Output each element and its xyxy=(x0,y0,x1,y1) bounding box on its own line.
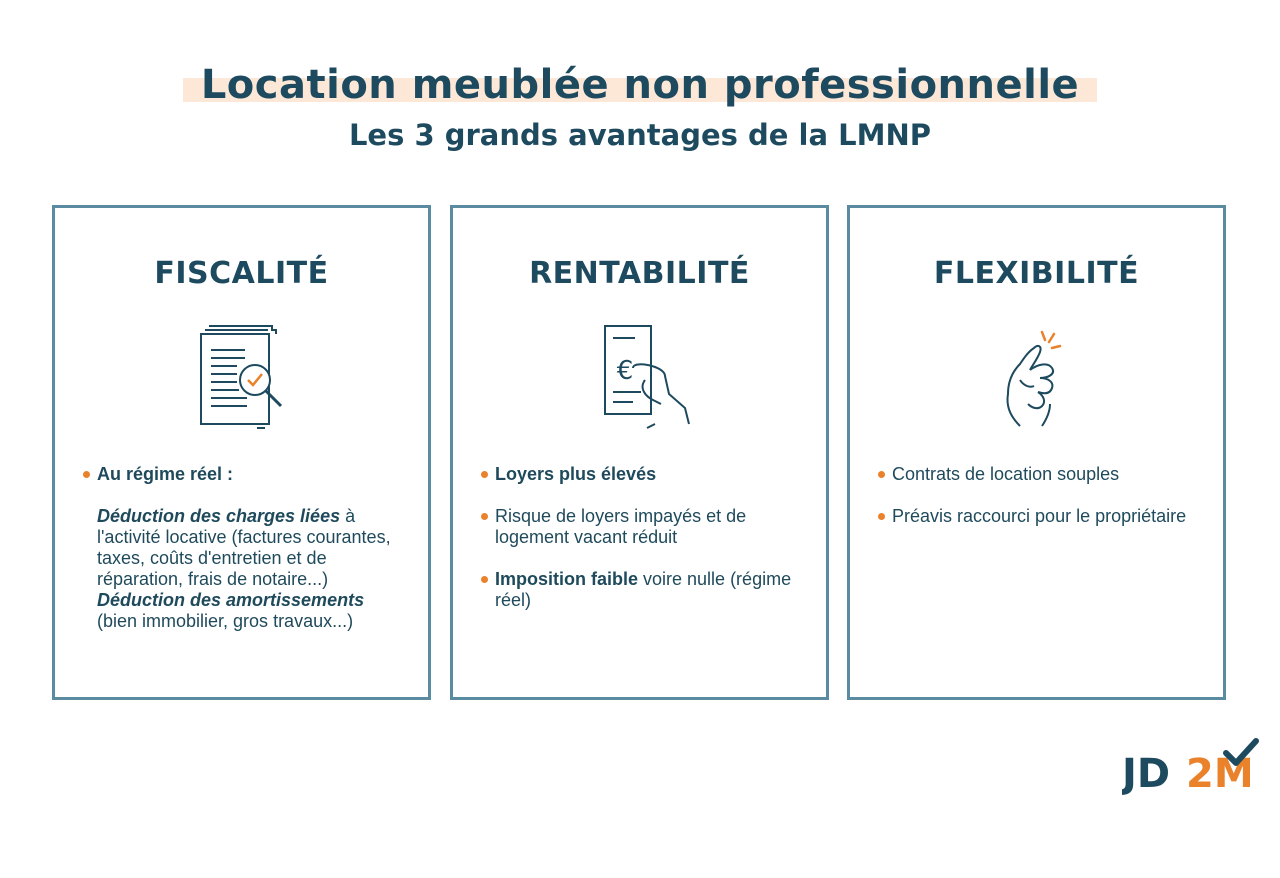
title-block xyxy=(0,62,1280,108)
body-text: à l'activité locative (factures courantes, taxes, coûts d'entretien et de réparation, frais de notaire...) xyxy=(97,506,391,589)
finger-snap-hand-icon xyxy=(982,316,1092,431)
subtitle-block xyxy=(0,118,1280,152)
card-title: FISCALITÉ xyxy=(154,256,329,291)
body-text: Préavis raccourci pour le propriétaire xyxy=(892,506,1187,526)
logo-text-jd: JD xyxy=(1122,751,1171,795)
emphasis-text: Déduction des charges liées xyxy=(97,506,341,526)
card-fiscalite xyxy=(52,205,431,700)
list-item xyxy=(876,464,1205,485)
bullet-heading: Au régime réel : xyxy=(97,464,234,484)
list-item xyxy=(479,506,808,548)
list-item xyxy=(479,569,808,611)
card-content xyxy=(479,464,808,632)
jd2m-logo xyxy=(1122,735,1262,795)
bullet-dot xyxy=(481,513,488,520)
card-content xyxy=(876,464,1205,548)
logo-text-2m: 2M xyxy=(1186,751,1254,795)
bullet-dot xyxy=(481,576,488,583)
hand-holding-euro-phone-icon xyxy=(585,316,695,431)
card-rentabilite xyxy=(450,205,829,700)
bullet-dot xyxy=(481,471,488,478)
page-subtitle: Les 3 grands avantages de la LMNP xyxy=(348,118,932,152)
document-magnifier-check-icon xyxy=(187,316,297,431)
card-title: FLEXIBILITÉ xyxy=(933,256,1140,291)
card-flexibilite xyxy=(847,205,1226,700)
bullet-dot xyxy=(878,471,885,478)
list-item xyxy=(876,506,1205,527)
emphasis-text: Déduction des amortissements xyxy=(97,590,365,610)
card-content xyxy=(81,464,410,653)
body-text: voire nulle (régime réel) xyxy=(495,569,792,610)
body-text: Risque de loyers impayés et de logement vacant réduit xyxy=(495,506,747,547)
svg-text:€: € xyxy=(616,356,633,386)
card-title: RENTABILITÉ xyxy=(529,256,750,291)
bullet-dot xyxy=(878,513,885,520)
bold-text: Loyers plus élevés xyxy=(495,464,657,484)
bold-text: Imposition faible xyxy=(495,569,639,589)
list-item xyxy=(81,464,410,632)
page-title: Location meublée non professionnelle xyxy=(193,62,1087,108)
body-text: (bien immobilier, gros travaux...) xyxy=(97,611,354,631)
list-item xyxy=(479,464,808,485)
bullet-dot xyxy=(83,471,90,478)
body-text: Contrats de location souples xyxy=(892,464,1120,484)
